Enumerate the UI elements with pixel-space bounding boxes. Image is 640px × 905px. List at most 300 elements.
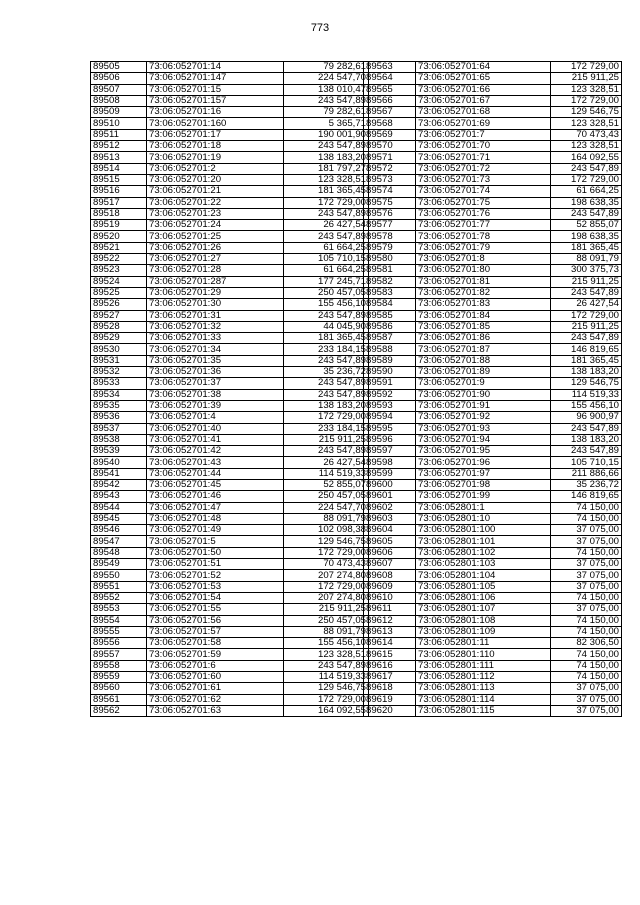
cadastral-number: 73:06:052701:34 <box>147 344 284 355</box>
cadastral-value: 198 638,35 <box>551 197 622 208</box>
cadastral-value: 70 473,43 <box>284 559 369 570</box>
cadastral-number: 73:06:052701:4 <box>147 412 284 423</box>
cadastral-number: 73:06:052701:90 <box>416 389 551 400</box>
cadastral-value: 155 456,10 <box>284 299 369 310</box>
row-number: 89546 <box>91 525 147 536</box>
row-number: 89608 <box>364 570 416 581</box>
cadastral-number: 73:06:052701:38 <box>147 389 284 400</box>
row-number: 89617 <box>364 672 416 683</box>
row-number: 89522 <box>91 254 147 265</box>
cadastral-value: 164 092,55 <box>284 705 369 716</box>
right-table-body <box>364 62 622 717</box>
table-row <box>91 536 369 547</box>
table-row <box>364 276 622 287</box>
cadastral-number: 73:06:052701:18 <box>147 141 284 152</box>
table-row <box>91 683 369 694</box>
cadastral-number: 73:06:052701:30 <box>147 299 284 310</box>
table-row <box>91 129 369 140</box>
row-number: 89562 <box>91 705 147 716</box>
cadastral-value: 37 075,00 <box>551 559 622 570</box>
cadastral-number: 73:06:052701:95 <box>416 446 551 457</box>
cadastral-value: 172 729,00 <box>284 547 369 558</box>
cadastral-value: 26 427,54 <box>551 299 622 310</box>
cadastral-number: 73:06:052701:62 <box>147 694 284 705</box>
row-number: 89591 <box>364 378 416 389</box>
table-row <box>91 525 369 536</box>
table-row <box>91 208 369 219</box>
row-number: 89577 <box>364 220 416 231</box>
cadastral-number: 73:06:052801:1 <box>416 502 551 513</box>
cadastral-number: 73:06:052701:147 <box>147 73 284 84</box>
cadastral-number: 73:06:052701:21 <box>147 186 284 197</box>
table-row <box>364 208 622 219</box>
cadastral-value: 172 729,00 <box>551 95 622 106</box>
cadastral-value: 146 819,65 <box>551 491 622 502</box>
row-number: 89536 <box>91 412 147 423</box>
cadastral-value: 215 911,25 <box>284 604 369 615</box>
cadastral-value: 129 546,75 <box>284 536 369 547</box>
cadastral-number: 73:06:052701:70 <box>416 141 551 152</box>
cadastral-value: 243 547,89 <box>551 333 622 344</box>
cadastral-value: 181 797,27 <box>284 163 369 174</box>
table-row <box>364 242 622 253</box>
cadastral-number: 73:06:052701:80 <box>416 265 551 276</box>
table-row <box>364 220 622 231</box>
table-row <box>91 174 369 185</box>
cadastral-value: 105 710,15 <box>284 254 369 265</box>
cadastral-number: 73:06:052701:26 <box>147 242 284 253</box>
cadastral-value: 146 819,65 <box>551 344 622 355</box>
cadastral-value: 37 075,00 <box>551 536 622 547</box>
table-row <box>364 107 622 118</box>
row-number: 89607 <box>364 559 416 570</box>
cadastral-number: 73:06:052701:51 <box>147 559 284 570</box>
cadastral-value: 243 547,89 <box>551 287 622 298</box>
cadastral-number: 73:06:052701:56 <box>147 615 284 626</box>
table-row <box>364 547 622 558</box>
table-row <box>364 525 622 536</box>
row-number: 89547 <box>91 536 147 547</box>
row-number: 89595 <box>364 423 416 434</box>
cadastral-value: 70 473,43 <box>551 129 622 140</box>
table-row <box>91 299 369 310</box>
cadastral-value: 88 091,79 <box>551 254 622 265</box>
cadastral-value: 52 855,07 <box>284 479 369 490</box>
row-number: 89523 <box>91 265 147 276</box>
cadastral-number: 73:06:052701:39 <box>147 400 284 411</box>
row-number: 89516 <box>91 186 147 197</box>
cadastral-value: 172 729,00 <box>551 174 622 185</box>
table-row <box>91 604 369 615</box>
row-number: 89597 <box>364 446 416 457</box>
row-number: 89534 <box>91 389 147 400</box>
row-number: 89611 <box>364 604 416 615</box>
table-row <box>91 84 369 95</box>
table-row <box>91 592 369 603</box>
cadastral-number: 73:06:052701:48 <box>147 513 284 524</box>
cadastral-number: 73:06:052701:91 <box>416 400 551 411</box>
cadastral-value: 215 911,25 <box>551 73 622 84</box>
cadastral-number: 73:06:052701:28 <box>147 265 284 276</box>
table-row <box>364 536 622 547</box>
cadastral-value: 88 091,79 <box>284 626 369 637</box>
cadastral-value: 61 664,25 <box>284 265 369 276</box>
row-number: 89616 <box>364 660 416 671</box>
table-row <box>91 660 369 671</box>
table-row <box>364 513 622 524</box>
cadastral-number: 73:06:052701:61 <box>147 683 284 694</box>
table-row <box>364 129 622 140</box>
table-row <box>91 107 369 118</box>
cadastral-number: 73:06:052701:25 <box>147 231 284 242</box>
cadastral-value: 37 075,00 <box>551 694 622 705</box>
table-row <box>364 559 622 570</box>
cadastral-value: 123 328,51 <box>284 174 369 185</box>
table-row <box>91 231 369 242</box>
cadastral-value: 172 729,00 <box>284 412 369 423</box>
row-number: 89551 <box>91 581 147 592</box>
row-number: 89518 <box>91 208 147 219</box>
cadastral-number: 73:06:052701:63 <box>147 705 284 716</box>
cadastral-value: 26 427,54 <box>284 457 369 468</box>
row-number: 89620 <box>364 705 416 716</box>
row-number: 89615 <box>364 649 416 660</box>
cadastral-value: 96 900,97 <box>551 412 622 423</box>
cadastral-number: 73:06:052701:54 <box>147 592 284 603</box>
cadastral-number: 73:06:052801:101 <box>416 536 551 547</box>
row-number: 89571 <box>364 152 416 163</box>
row-number: 89554 <box>91 615 147 626</box>
row-number: 89593 <box>364 400 416 411</box>
table-row <box>91 389 369 400</box>
row-number: 89573 <box>364 174 416 185</box>
cadastral-number: 73:06:052701:64 <box>416 62 551 73</box>
row-number: 89519 <box>91 220 147 231</box>
row-number: 89517 <box>91 197 147 208</box>
row-number: 89529 <box>91 333 147 344</box>
table-row <box>91 287 369 298</box>
cadastral-number: 73:06:052801:112 <box>416 672 551 683</box>
table-row <box>91 62 369 73</box>
row-number: 89548 <box>91 547 147 558</box>
cadastral-value: 37 075,00 <box>551 570 622 581</box>
table-row <box>364 254 622 265</box>
row-number: 89605 <box>364 536 416 547</box>
row-number: 89545 <box>91 513 147 524</box>
cadastral-value: 243 547,89 <box>284 446 369 457</box>
cadastral-number: 73:06:052701:69 <box>416 118 551 129</box>
cadastral-number: 73:06:052701:287 <box>147 276 284 287</box>
row-number: 89602 <box>364 502 416 513</box>
cadastral-value: 224 547,70 <box>284 502 369 513</box>
cadastral-value: 243 547,89 <box>551 208 622 219</box>
row-number: 89560 <box>91 683 147 694</box>
row-number: 89550 <box>91 570 147 581</box>
row-number: 89561 <box>91 694 147 705</box>
table-row <box>91 118 369 129</box>
cadastral-value: 172 729,00 <box>284 197 369 208</box>
table-row <box>364 592 622 603</box>
table-row <box>364 457 622 468</box>
table-row <box>91 446 369 457</box>
table-row <box>91 615 369 626</box>
cadastral-number: 73:06:052701:29 <box>147 287 284 298</box>
table-row <box>364 174 622 185</box>
cadastral-number: 73:06:052701:32 <box>147 321 284 332</box>
row-number: 89604 <box>364 525 416 536</box>
cadastral-number: 73:06:052801:108 <box>416 615 551 626</box>
row-number: 89552 <box>91 592 147 603</box>
cadastral-value: 26 427,54 <box>284 220 369 231</box>
row-number: 89568 <box>364 118 416 129</box>
cadastral-number: 73:06:052701:78 <box>416 231 551 242</box>
cadastral-number: 73:06:052701:57 <box>147 626 284 637</box>
cadastral-value: 250 457,05 <box>284 287 369 298</box>
table-row <box>91 152 369 163</box>
cadastral-value: 138 183,20 <box>551 434 622 445</box>
cadastral-number: 73:06:052701:87 <box>416 344 551 355</box>
table-row <box>364 570 622 581</box>
cadastral-value: 35 236,72 <box>551 479 622 490</box>
row-number: 89507 <box>91 84 147 95</box>
table-row <box>91 468 369 479</box>
cadastral-number: 73:06:052701:94 <box>416 434 551 445</box>
cadastral-number: 73:06:052701:6 <box>147 660 284 671</box>
cadastral-number: 73:06:052701:84 <box>416 310 551 321</box>
table-row <box>364 581 622 592</box>
row-number: 89530 <box>91 344 147 355</box>
cadastral-number: 73:06:052701:97 <box>416 468 551 479</box>
cadastral-number: 73:06:052701:44 <box>147 468 284 479</box>
cadastral-number: 73:06:052701:92 <box>416 412 551 423</box>
table-row <box>91 559 369 570</box>
row-number: 89564 <box>364 73 416 84</box>
row-number: 89558 <box>91 660 147 671</box>
row-number: 89570 <box>364 141 416 152</box>
table-row <box>364 73 622 84</box>
cadastral-value: 74 150,00 <box>551 592 622 603</box>
table-row <box>91 457 369 468</box>
table-row <box>91 479 369 490</box>
table-row <box>91 491 369 502</box>
cadastral-number: 73:06:052801:113 <box>416 683 551 694</box>
cadastral-number: 73:06:052701:98 <box>416 479 551 490</box>
cadastral-number: 73:06:052701:66 <box>416 84 551 95</box>
cadastral-value: 233 184,15 <box>284 423 369 434</box>
cadastral-number: 73:06:052801:110 <box>416 649 551 660</box>
row-number: 89563 <box>364 62 416 73</box>
table-row <box>91 423 369 434</box>
table-row <box>91 73 369 84</box>
cadastral-value: 243 547,89 <box>284 355 369 366</box>
row-number: 89556 <box>91 638 147 649</box>
cadastral-value: 243 547,89 <box>551 163 622 174</box>
cadastral-value: 37 075,00 <box>551 604 622 615</box>
cadastral-value: 74 150,00 <box>551 660 622 671</box>
cadastral-number: 73:06:052701:68 <box>416 107 551 118</box>
cadastral-value: 74 150,00 <box>551 547 622 558</box>
cadastral-number: 73:06:052701:93 <box>416 423 551 434</box>
cadastral-value: 198 638,35 <box>551 231 622 242</box>
row-number: 89582 <box>364 276 416 287</box>
table-row <box>91 502 369 513</box>
left-table <box>90 61 369 717</box>
cadastral-value: 123 328,51 <box>284 649 369 660</box>
row-number: 89587 <box>364 333 416 344</box>
cadastral-value: 190 001,90 <box>284 129 369 140</box>
row-number: 89528 <box>91 321 147 332</box>
row-number: 89541 <box>91 468 147 479</box>
cadastral-value: 224 547,70 <box>284 73 369 84</box>
row-number: 89613 <box>364 626 416 637</box>
table-row <box>364 660 622 671</box>
cadastral-number: 73:06:052701:82 <box>416 287 551 298</box>
cadastral-number: 73:06:052701:36 <box>147 367 284 378</box>
cadastral-value: 215 911,25 <box>551 276 622 287</box>
table-row <box>91 265 369 276</box>
row-number: 89600 <box>364 479 416 490</box>
table-row <box>364 333 622 344</box>
row-number: 89601 <box>364 491 416 502</box>
cadastral-number: 73:06:052701:79 <box>416 242 551 253</box>
cadastral-number: 73:06:052701:60 <box>147 672 284 683</box>
table-row <box>364 310 622 321</box>
row-number: 89585 <box>364 310 416 321</box>
table-row <box>364 672 622 683</box>
cadastral-number: 73:06:052701:42 <box>147 446 284 457</box>
cadastral-value: 181 365,45 <box>284 333 369 344</box>
row-number: 89596 <box>364 434 416 445</box>
table-row <box>91 378 369 389</box>
table-row <box>364 62 622 73</box>
row-number: 89535 <box>91 400 147 411</box>
cadastral-value: 243 547,89 <box>284 310 369 321</box>
table-row <box>364 694 622 705</box>
cadastral-number: 73:06:052701:27 <box>147 254 284 265</box>
table-row <box>91 547 369 558</box>
page-number: 773 <box>310 22 330 34</box>
row-number: 89532 <box>91 367 147 378</box>
cadastral-number: 73:06:052701:71 <box>416 152 551 163</box>
cadastral-number: 73:06:052701:35 <box>147 355 284 366</box>
table-row <box>91 254 369 265</box>
cadastral-value: 52 855,07 <box>551 220 622 231</box>
cadastral-number: 73:06:052701:59 <box>147 649 284 660</box>
row-number: 89555 <box>91 626 147 637</box>
cadastral-value: 114 519,33 <box>284 672 369 683</box>
cadastral-number: 73:06:052701:88 <box>416 355 551 366</box>
row-number: 89584 <box>364 299 416 310</box>
cadastral-number: 73:06:052801:104 <box>416 570 551 581</box>
row-number: 89557 <box>91 649 147 660</box>
cadastral-number: 73:06:052701:76 <box>416 208 551 219</box>
table-row <box>91 705 369 716</box>
row-number: 89581 <box>364 265 416 276</box>
row-number: 89598 <box>364 457 416 468</box>
cadastral-value: 74 150,00 <box>551 615 622 626</box>
row-number: 89540 <box>91 457 147 468</box>
cadastral-value: 114 519,33 <box>284 468 369 479</box>
cadastral-number: 73:06:052701:19 <box>147 152 284 163</box>
table-row <box>91 434 369 445</box>
cadastral-value: 243 547,89 <box>284 141 369 152</box>
row-number: 89614 <box>364 638 416 649</box>
row-number: 89580 <box>364 254 416 265</box>
row-number: 89511 <box>91 129 147 140</box>
row-number: 89590 <box>364 367 416 378</box>
cadastral-value: 37 075,00 <box>551 525 622 536</box>
cadastral-value: 114 519,33 <box>551 389 622 400</box>
row-number: 89505 <box>91 62 147 73</box>
cadastral-value: 123 328,51 <box>551 141 622 152</box>
cadastral-value: 123 328,51 <box>551 84 622 95</box>
table-row <box>91 95 369 106</box>
table-row <box>364 378 622 389</box>
cadastral-number: 73:06:052701:83 <box>416 299 551 310</box>
row-number: 89539 <box>91 446 147 457</box>
cadastral-number: 73:06:052701:160 <box>147 118 284 129</box>
table-row <box>91 321 369 332</box>
cadastral-value: 215 911,25 <box>551 321 622 332</box>
cadastral-number: 73:06:052701:67 <box>416 95 551 106</box>
cadastral-value: 37 075,00 <box>551 581 622 592</box>
cadastral-value: 74 150,00 <box>551 513 622 524</box>
cadastral-number: 73:06:052701:99 <box>416 491 551 502</box>
table-row <box>91 412 369 423</box>
table-row <box>364 434 622 445</box>
cadastral-number: 73:06:052801:102 <box>416 547 551 558</box>
table-row <box>364 367 622 378</box>
cadastral-value: 129 546,75 <box>284 683 369 694</box>
cadastral-number: 73:06:052801:10 <box>416 513 551 524</box>
right-table <box>363 61 622 717</box>
cadastral-value: 138 183,20 <box>284 400 369 411</box>
cadastral-number: 73:06:052801:105 <box>416 581 551 592</box>
table-row <box>91 344 369 355</box>
cadastral-value: 74 150,00 <box>551 502 622 513</box>
table-row <box>364 197 622 208</box>
cadastral-value: 243 547,89 <box>284 208 369 219</box>
cadastral-value: 172 729,00 <box>284 694 369 705</box>
table-row <box>91 141 369 152</box>
row-number: 89508 <box>91 95 147 106</box>
cadastral-number: 73:06:052701:16 <box>147 107 284 118</box>
row-number: 89510 <box>91 118 147 129</box>
cadastral-value: 243 547,89 <box>284 660 369 671</box>
table-row <box>364 400 622 411</box>
row-number: 89619 <box>364 694 416 705</box>
row-number: 89512 <box>91 141 147 152</box>
cadastral-number: 73:06:052701:75 <box>416 197 551 208</box>
row-number: 89583 <box>364 287 416 298</box>
table-row <box>364 141 622 152</box>
cadastral-value: 300 375,73 <box>551 265 622 276</box>
cadastral-number: 73:06:052701:65 <box>416 73 551 84</box>
table-row <box>364 683 622 694</box>
cadastral-number: 73:06:052701:8 <box>416 254 551 265</box>
row-number: 89526 <box>91 299 147 310</box>
table-row <box>364 502 622 513</box>
cadastral-number: 73:06:052701:9 <box>416 378 551 389</box>
cadastral-number: 73:06:052701:58 <box>147 638 284 649</box>
cadastral-value: 243 547,89 <box>551 423 622 434</box>
table-row <box>364 705 622 716</box>
cadastral-number: 73:06:052801:111 <box>416 660 551 671</box>
row-number: 89569 <box>364 129 416 140</box>
cadastral-number: 73:06:052701:55 <box>147 604 284 615</box>
row-number: 89572 <box>364 163 416 174</box>
table-row <box>91 694 369 705</box>
